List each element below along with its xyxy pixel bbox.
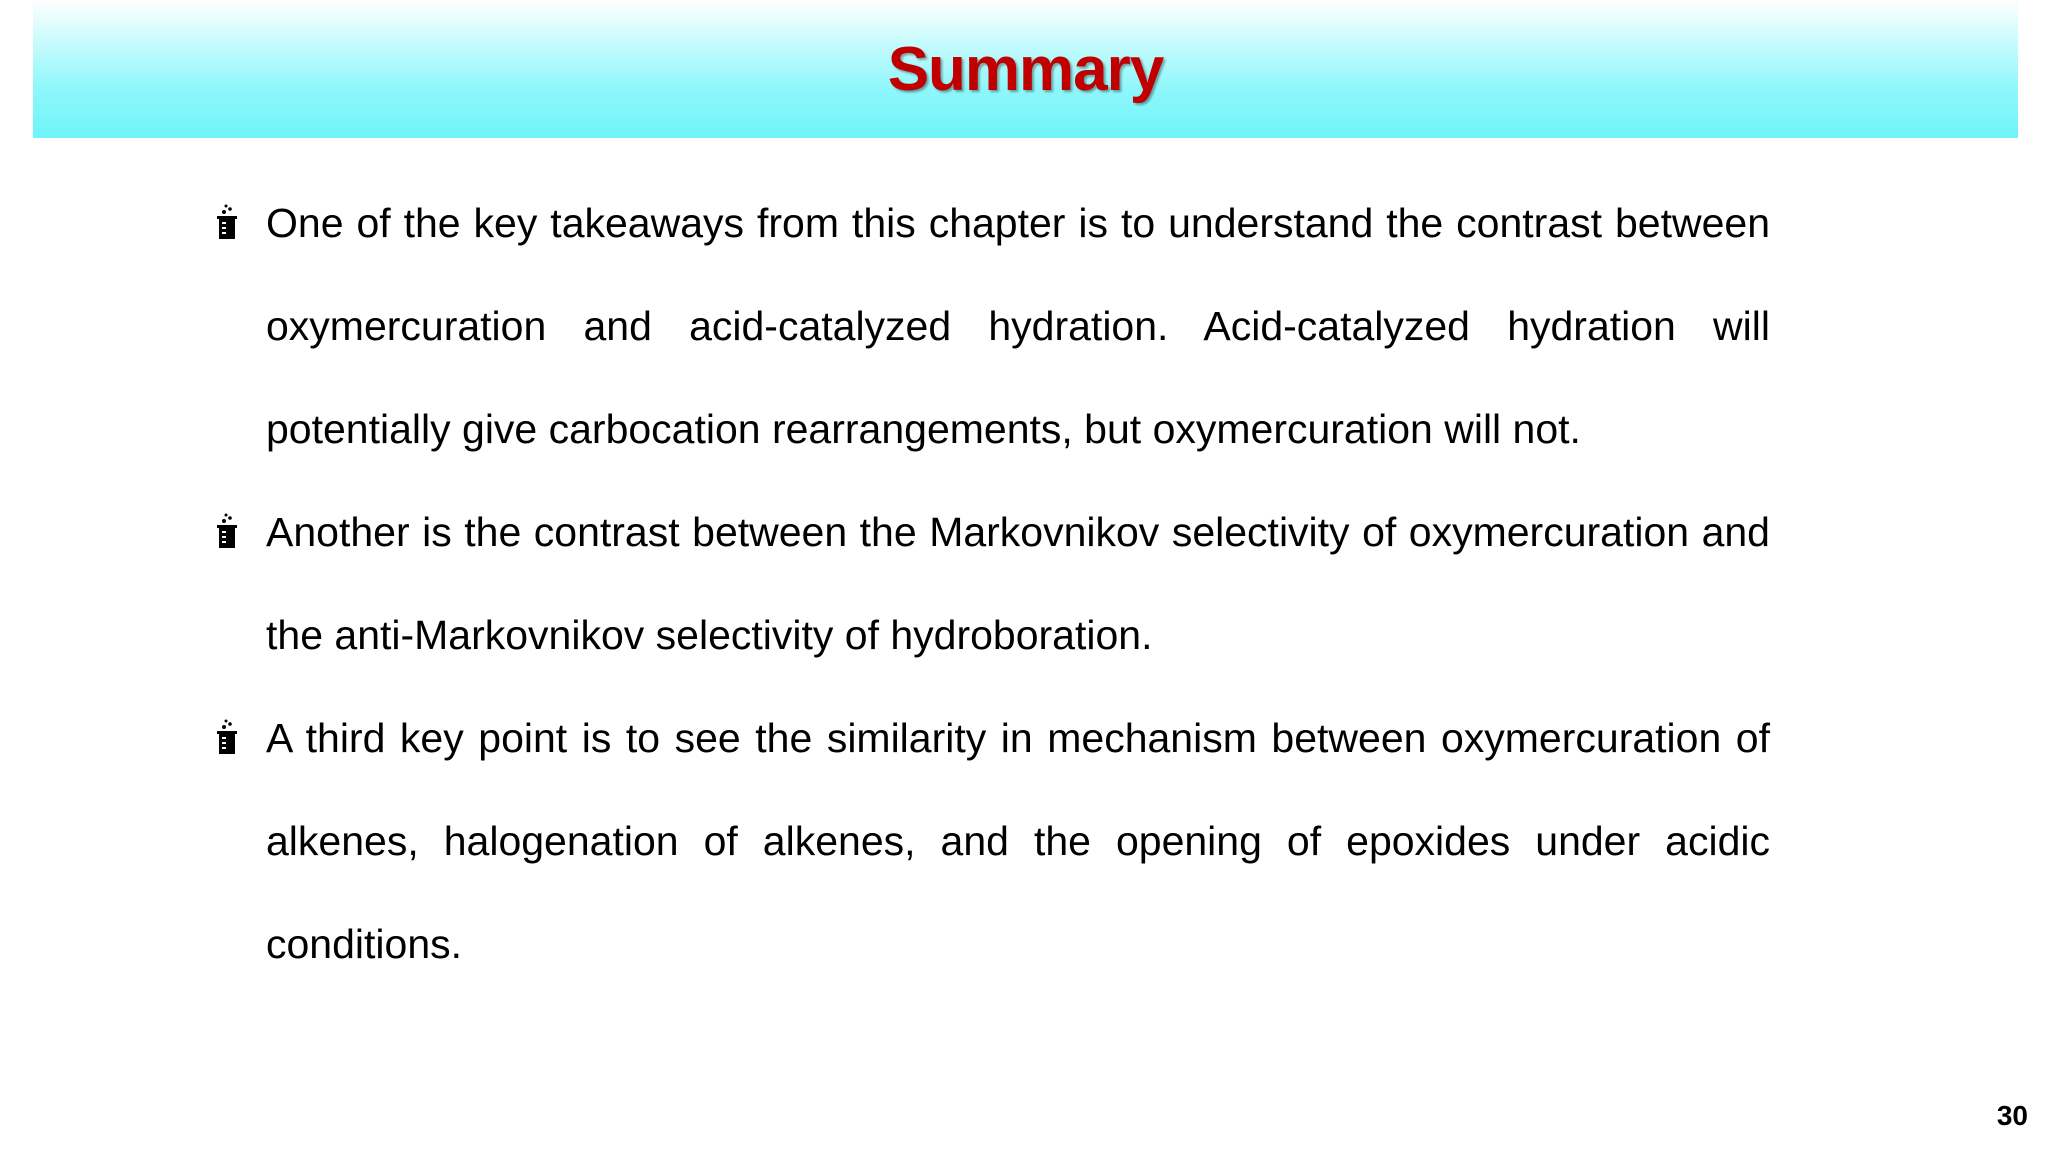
bullet-text: A third key point is to see the similarity in mechanism between oxymercuration of alkenes, halogenation of alkenes, and the opening of epoxides under acidic conditions. — [266, 715, 1770, 967]
bullet-text: Another is the contrast between the Markovnikov selectivity of oxymercuration and the anti-Markovnikov selectivity of hydroboration. — [266, 509, 1770, 658]
page-number: 30 — [1996, 1100, 2028, 1131]
bullet-item — [210, 687, 1770, 996]
beaker-icon — [216, 513, 238, 549]
beaker-icon — [216, 719, 238, 755]
slide-title: Summary — [887, 35, 1164, 104]
beaker-icon — [216, 204, 238, 240]
title-band — [33, 0, 2018, 138]
bullet-list — [210, 172, 1770, 996]
bullet-text: One of the key takeaways from this chapter is to understand the contrast between oxymercuration and acid-catalyzed hydration. Acid-catalyzed hydration will potentially give carbocation rearrangements, but oxymercuration will not. — [266, 200, 1770, 452]
bullet-item — [210, 481, 1770, 687]
bullet-item — [210, 172, 1770, 481]
